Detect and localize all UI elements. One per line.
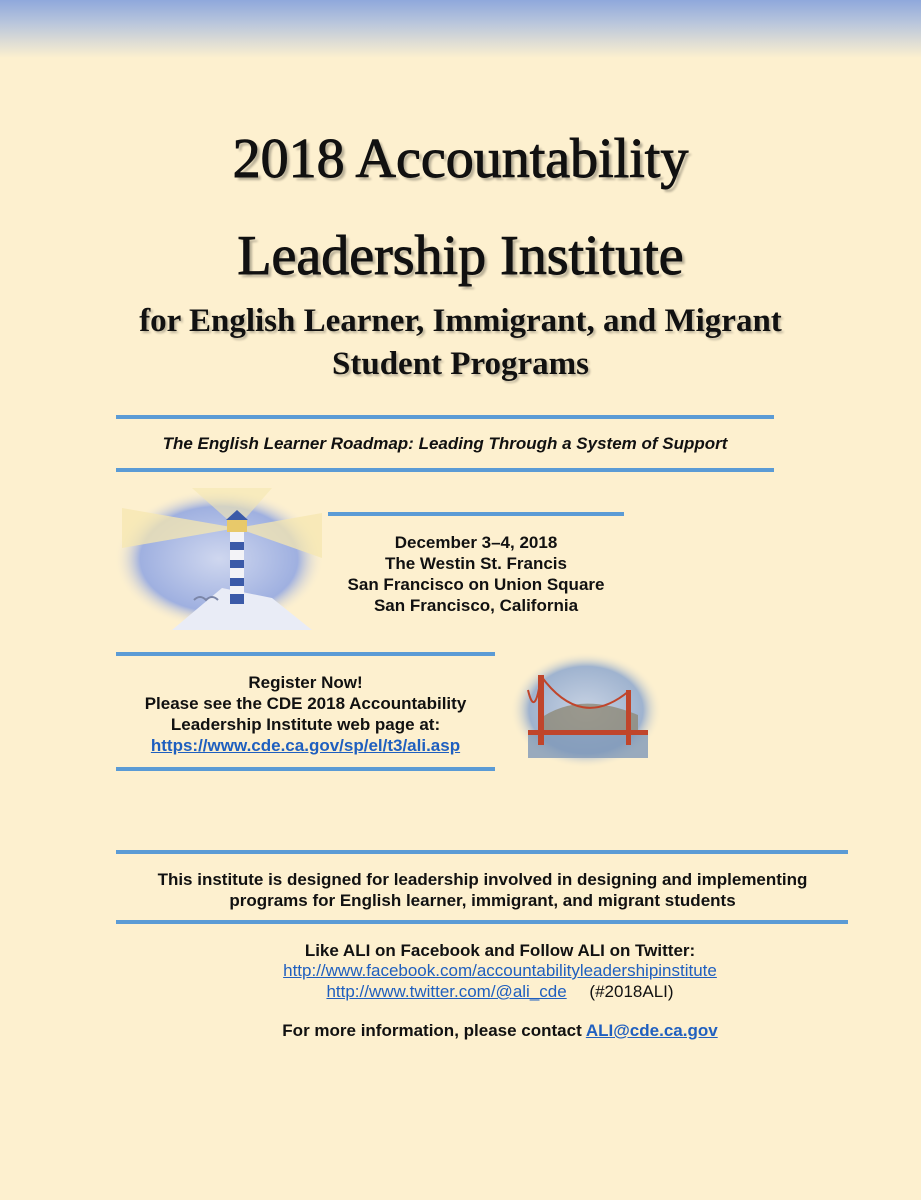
event-date: December 3–4, 2018 bbox=[394, 533, 558, 552]
audience-line-2: programs for English learner, immigrant, and migrant students bbox=[229, 891, 736, 910]
divider-rule bbox=[116, 767, 495, 771]
contact-email-link[interactable]: ALI@cde.ca.gov bbox=[585, 1021, 718, 1040]
register-line-3: Leadership Institute web page at: bbox=[170, 715, 441, 734]
theme-text: The English Learner Roadmap: Leading Through a System of Support bbox=[162, 434, 728, 453]
divider-rule bbox=[328, 512, 624, 516]
divider-rule bbox=[116, 415, 774, 419]
golden-gate-bridge-illustration bbox=[508, 650, 664, 770]
register-link[interactable]: https://www.cde.ca.gov/sp/el/t3/ali.asp bbox=[150, 736, 461, 755]
register-line-2: Please see the CDE 2018 Accountability bbox=[144, 694, 467, 713]
title-line-1: 2018 Accountability bbox=[232, 128, 689, 190]
top-gradient-band bbox=[0, 0, 921, 58]
facebook-link[interactable]: http://www.facebook.com/accountabilityleadershipinstitute bbox=[283, 961, 717, 980]
divider-rule bbox=[116, 920, 848, 924]
register-heading: Register Now! bbox=[248, 673, 363, 692]
twitter-link[interactable]: http://www.twitter.com/@ali_cde bbox=[326, 982, 567, 1001]
subtitle-line-2: Student Programs bbox=[332, 346, 589, 382]
event-location-1: San Francisco on Union Square bbox=[347, 575, 605, 594]
title-line-2: Leadership Institute bbox=[237, 225, 684, 287]
contact-text: For more information, please contact bbox=[282, 1021, 586, 1040]
event-venue: The Westin St. Francis bbox=[384, 554, 567, 573]
divider-rule bbox=[116, 652, 495, 656]
audience-line-1: This institute is designed for leadership involved in designing and implementing bbox=[157, 870, 808, 889]
divider-rule bbox=[116, 468, 774, 472]
hashtag: (#2018ALI) bbox=[589, 982, 674, 1001]
social-heading: Like ALI on Facebook and Follow ALI on Twitter: bbox=[304, 941, 696, 960]
subtitle-line-1: for English Learner, Immigrant, and Migrant bbox=[139, 303, 782, 339]
event-location-2: San Francisco, California bbox=[373, 596, 579, 615]
contact-line bbox=[180, 1020, 820, 1041]
divider-rule bbox=[116, 850, 848, 854]
